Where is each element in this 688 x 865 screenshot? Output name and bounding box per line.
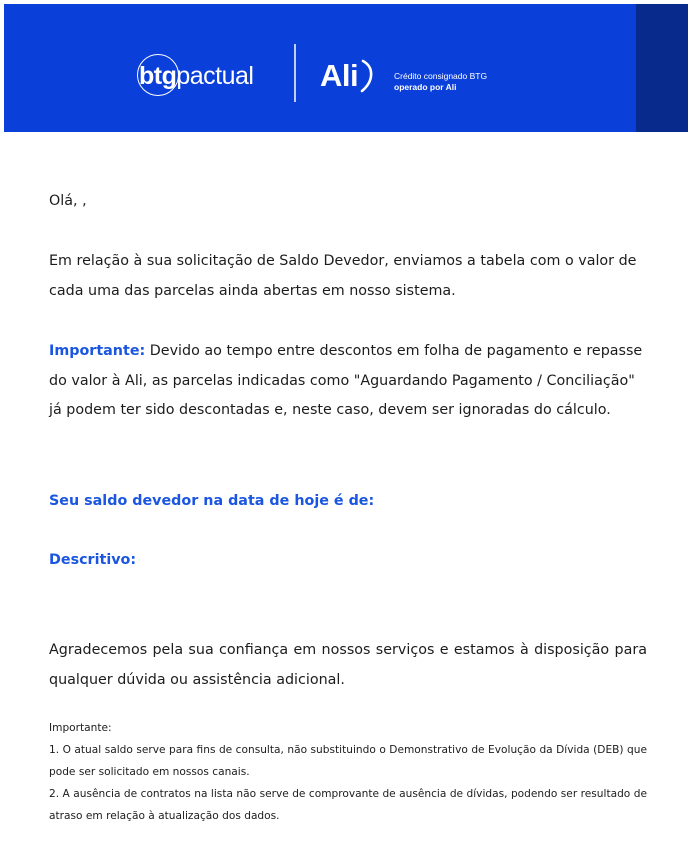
intro-block: [49, 247, 647, 306]
descriptive-block: [49, 546, 647, 576]
footnote-item-1: 1. O atual saldo serve para fins de consulta, não substituindo o Demonstrativo de Evolução da Dívida (DEB) que pode ser solicitado em nossos canais.: [49, 744, 647, 778]
intro-paragraph: Em relação à sua solicitação de Saldo Devedor, enviamos a tabela com o valor de cada uma das parcelas ainda abertas em nosso sistema.: [49, 253, 637, 299]
tagline-line-1: Crédito consignado BTG: [394, 71, 488, 81]
footnotes-block: [49, 717, 647, 827]
thanks-paragraph: Agradecemos pela sua confiança em nossos serviços e estamos à disposição para qualquer dúvida ou assistência adicional.: [49, 642, 647, 688]
thanks-block: [49, 636, 647, 695]
greeting-block: [49, 187, 647, 217]
header-side-panel: [636, 4, 688, 132]
btg-logo-rest: pactual: [176, 62, 254, 90]
ali-logo-text: Ali: [320, 58, 359, 93]
greeting: Olá, ,: [49, 193, 87, 209]
descriptive-heading: Descritivo:: [49, 552, 137, 568]
header-divider: [294, 44, 296, 102]
header-tagline: [394, 71, 487, 93]
btg-pactual-logo: [137, 54, 254, 98]
important-paragraph: [49, 337, 647, 426]
ali-swoosh-icon: [360, 59, 376, 93]
balance-heading: Seu saldo devedor na data de hoje é de:: [49, 493, 375, 509]
important-label: Importante:: [49, 343, 146, 359]
footnote-item-2: 2. A ausência de contratos na lista não serve de comprovante de ausência de dívidas, podendo ser resultado de atraso em relação à atualização dos dados.: [49, 788, 647, 822]
footnotes-title: Importante:: [49, 722, 112, 734]
important-text: Devido ao tempo entre descontos em folha de pagamento e repasse do valor à Ali, as parcelas indicadas como "Aguardando Pagamento / Conciliação" já podem ter sido descontadas e, neste caso, devem ser ignoradas do cálculo.: [49, 343, 643, 418]
tagline-line-2: operado por Ali: [394, 82, 457, 92]
balance-block: [49, 487, 647, 517]
email-header-banner: [4, 4, 688, 132]
ali-logo: [320, 56, 376, 96]
important-block: [49, 337, 647, 426]
btg-logo-bold: btg: [139, 62, 177, 90]
